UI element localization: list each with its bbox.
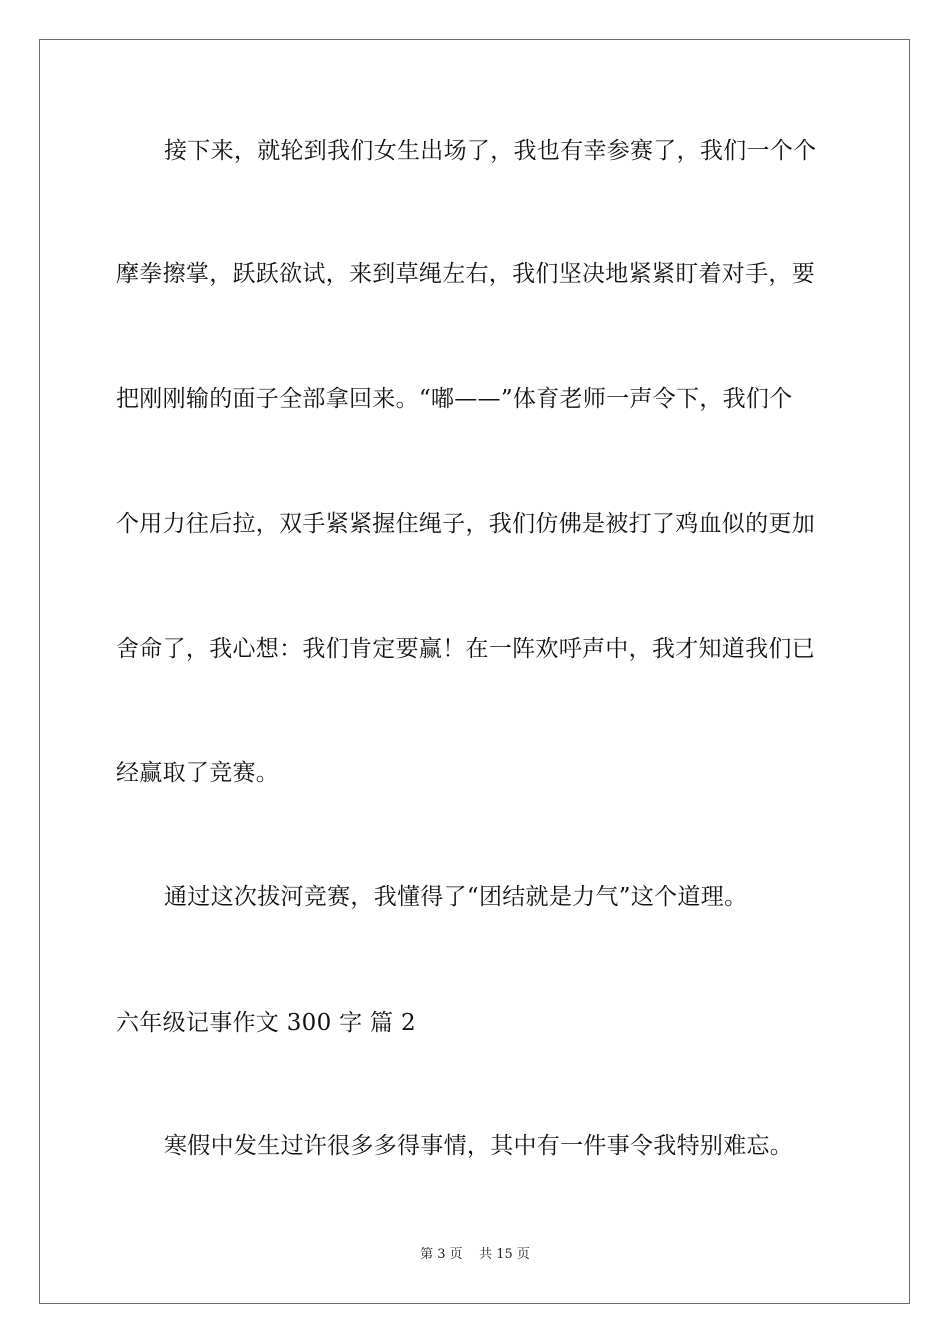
paragraph-line: 舍命了，我心想：我们肯定要赢！在一阵欢呼声中，我才知道我们已	[116, 636, 815, 662]
page-border	[39, 39, 910, 1304]
paragraph-line: 把刚刚输的面子全部拿回来。“嘟——”体育老师一声令下，我们个	[116, 386, 793, 412]
paragraph-line: 通过这次拔河竞赛，我懂得了“团结就是力气”这个道理。	[164, 884, 748, 910]
paragraph-line: 寒假中发生过许很多多得事情，其中有一件事令我特别难忘。	[164, 1133, 794, 1159]
section-heading: 六年级记事作文 300 字 篇 2	[116, 1010, 416, 1036]
paragraph-line: 经赢取了竞赛。	[116, 760, 280, 786]
paragraph-line: 摩拳擦掌，跃跃欲试，来到草绳左右，我们坚决地紧紧盯着对手，要	[116, 261, 815, 287]
paragraph-line: 接下来，就轮到我们女生出场了，我也有幸参赛了，我们一个个	[164, 138, 817, 164]
paragraph-line: 个用力往后拉，双手紧紧握住绳子，我们仿佛是被打了鸡血似的更加	[116, 511, 815, 537]
page-footer: 第 3 页 共 15 页	[420, 1247, 530, 1262]
